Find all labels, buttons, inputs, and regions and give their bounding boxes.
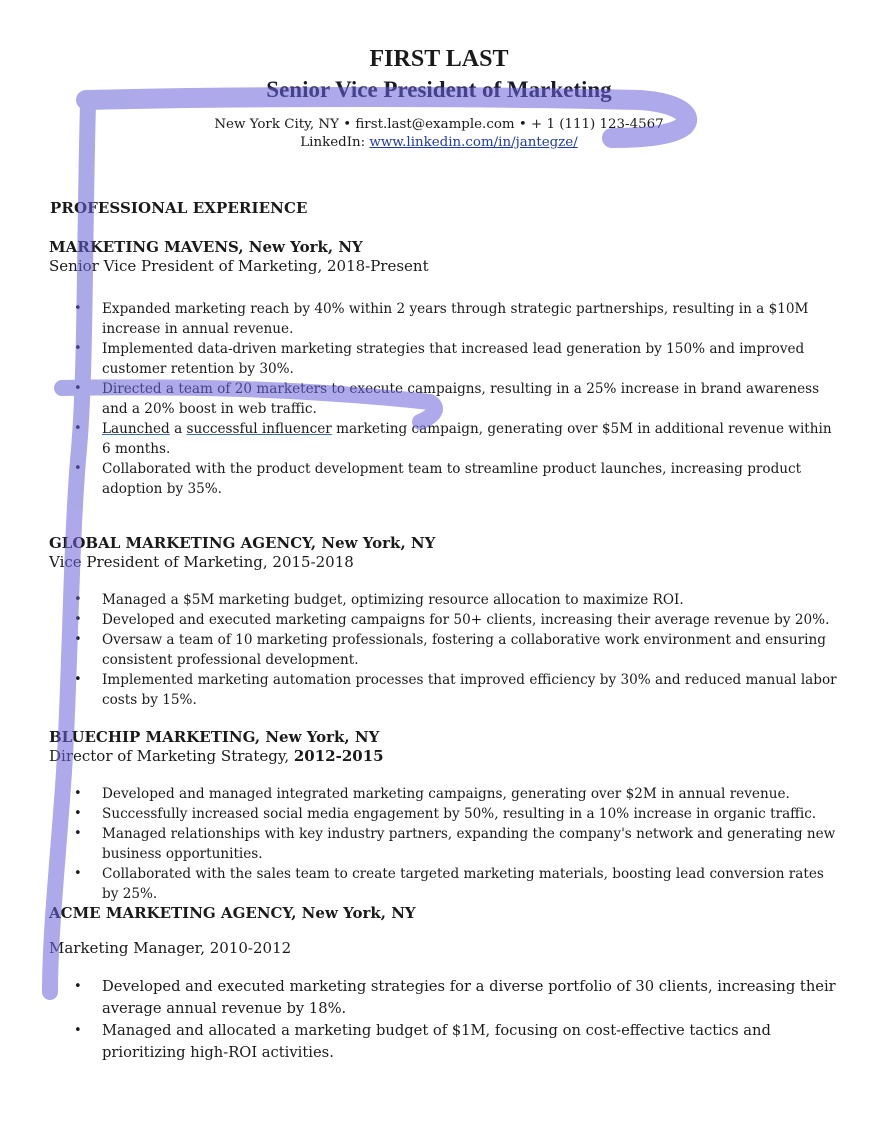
job-bullets (49, 299, 839, 499)
bullet-item: • Managed and allocated a marketing budget of $1M, focusing on cost-effective tactics and prioritizing high-ROI activities. (49, 1020, 839, 1064)
bullet-item: • Developed and executed marketing campaigns for 50+ clients, increasing their average revenue by 20%. (49, 610, 839, 630)
job-bullets (49, 784, 839, 904)
job-bullets (49, 976, 839, 1064)
linkedin-link[interactable]: www.linkedin.com/in/jantegze/ (369, 135, 578, 150)
job-role-title: Director of Marketing Strategy, (49, 747, 294, 765)
job-company: BLUECHIP MARKETING, New York, NY (49, 728, 380, 746)
job-global-marketing-agency (49, 534, 839, 710)
bullet-text: a (169, 421, 187, 437)
resume-header (0, 44, 878, 152)
bullet-item: • Implemented data-driven marketing strategies that increased lead generation by 150% and improved customer retention by 30%. (49, 339, 839, 379)
bullet-item: • Developed and managed integrated marketing campaigns, generating over $2M in annual revenue. (49, 784, 839, 804)
bullet-item: • Collaborated with the product development team to streamline product launches, increasing product adoption by 35%. (49, 459, 839, 499)
contact-block (0, 116, 878, 152)
job-company: ACME MARKETING AGENCY, New York, NY (49, 904, 416, 922)
underlined-phrase: successful influencer (186, 421, 332, 437)
linkedin-label: LinkedIn: (300, 135, 370, 150)
bullet-item (49, 419, 839, 459)
job-role: Senior Vice President of Marketing, 2018-Present (49, 257, 429, 275)
candidate-title: Senior Vice President of Marketing (266, 77, 612, 102)
job-role: Vice President of Marketing, 2015-2018 (49, 553, 354, 571)
job-role-years: 2012-2015 (293, 747, 384, 765)
bullet-item: • Directed a team of 20 marketers to execute campaigns, resulting in a 25% increase in brand awareness and a 20% boost in web traffic. (49, 379, 839, 419)
bullet-item: • Oversaw a team of 10 marketing professionals, fostering a collaborative work environment and ensuring consistent professional development. (49, 630, 839, 670)
job-marketing-mavens (49, 238, 839, 499)
bullet-item: • Developed and executed marketing strategies for a diverse portfolio of 30 clients, increasing their average annual revenue by 18%. (49, 976, 839, 1020)
candidate-name: FIRST LAST (369, 46, 509, 72)
job-company: MARKETING MAVENS, New York, NY (49, 238, 363, 256)
bullet-item: • Successfully increased social media engagement by 50%, resulting in a 10% increase in organic traffic. (49, 804, 839, 824)
job-bullets (49, 590, 839, 710)
underlined-word: Launched (102, 421, 170, 437)
bullet-text: marketing campaign, generating over $5M in additional revenue within 6 months. (102, 421, 832, 457)
bullet-item: • Expanded marketing reach by 40% within 2 years through strategic partnerships, resulting in a $10M increase in annual revenue. (49, 299, 839, 339)
job-role (49, 746, 839, 766)
contact-line: New York City, NY • first.last@example.com • + 1 (111) 123-4567 (214, 117, 664, 132)
job-role: Marketing Manager, 2010-2012 (49, 939, 292, 957)
job-acme-marketing-agency (49, 904, 839, 1064)
job-bluechip-marketing (49, 728, 839, 904)
bullet-item: • Implemented marketing automation processes that improved efficiency by 30% and reduced manual labor costs by 15%. (49, 670, 839, 710)
linkedin-line (0, 134, 878, 152)
job-company: GLOBAL MARKETING AGENCY, New York, NY (49, 534, 436, 552)
bullet-item: • Managed relationships with key industry partners, expanding the company's network and generating new business opportunities. (49, 824, 839, 864)
bullet-item: • Managed a $5M marketing budget, optimizing resource allocation to maximize ROI. (49, 590, 839, 610)
section-title-experience: PROFESSIONAL EXPERIENCE (50, 199, 308, 217)
bullet-item: • Collaborated with the sales team to create targeted marketing materials, boosting lead conversion rates by 25%. (49, 864, 839, 904)
